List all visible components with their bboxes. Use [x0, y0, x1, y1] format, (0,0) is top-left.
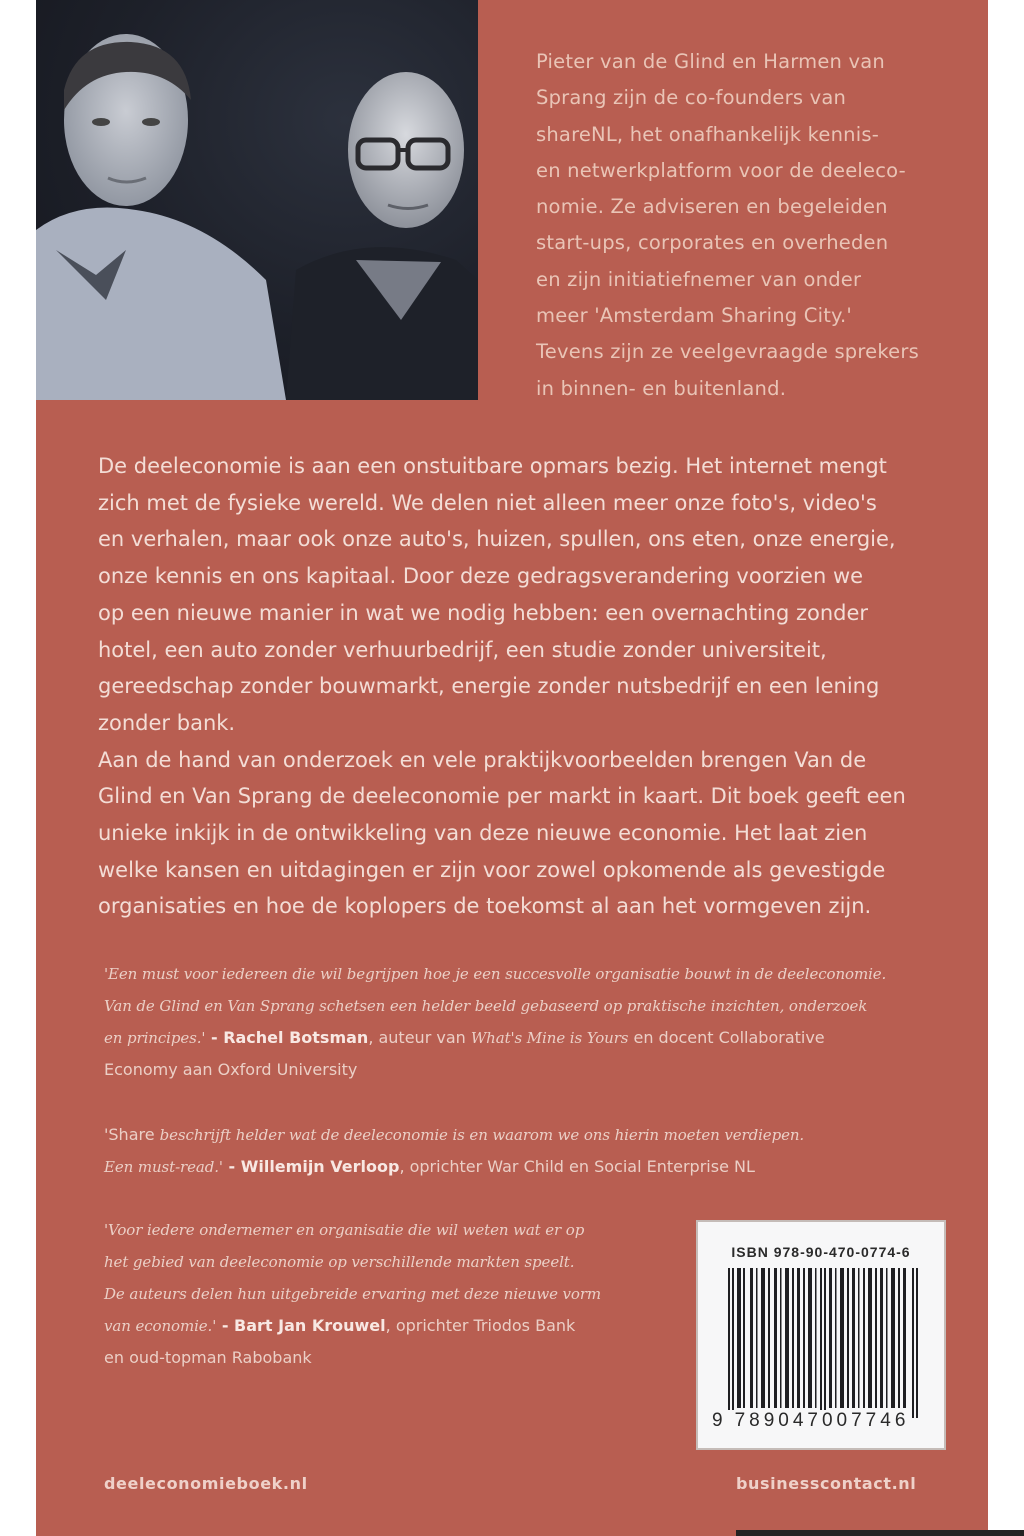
quote-author: - Willemijn Verloop [222, 1157, 400, 1176]
quote-line [104, 1278, 601, 1310]
quote-attribution: , oprichter Triodos Bank [385, 1316, 576, 1335]
author-portrait-illustration [36, 0, 478, 400]
website-link-deeleconomieboek[interactable]: deeleconomieboek.nl [104, 1474, 308, 1493]
blurb-line: unieke inkijk in de ontwikkeling van deze nieuwe economie. Het laat zien [98, 821, 868, 846]
quote-attribution: , oprichter War Child en Social Enterprise NL [399, 1157, 755, 1176]
quote-line [104, 1214, 601, 1246]
blurb-line: Aan de hand van onderzoek en vele praktijkvoorbeelden brengen Van de [98, 747, 867, 772]
quote-line [104, 1119, 804, 1151]
blurb-line: welke kansen en uitdagingen er zijn voor zowel opkomende als gevestigde [98, 857, 886, 882]
bio-line: Sprang zijn de co-founders van [536, 86, 847, 110]
quote-text: het gebied van deeleconomie op verschillende markten speelt. [104, 1253, 575, 1271]
bio-line: en netwerkplatform voor de deeleco- [536, 158, 906, 182]
quote-text: De auteurs delen hun uitgebreide ervaring met deze nieuwe vorm [104, 1285, 602, 1303]
bio-line: shareNL, het onafhankelijk kennis- [536, 122, 879, 146]
quote-line: Economy aan Oxford University [104, 1060, 358, 1079]
quote-text: Een must-read.' [104, 1158, 223, 1176]
bio-line: in binnen- en buitenland. [536, 376, 787, 400]
quote-line [104, 990, 886, 1022]
blurb-line: De deeleconomie is aan een onstuitbare opmars bezig. Het internet mengt [98, 454, 887, 478]
blurb-line: onze kennis en ons kapitaal. Door deze gedragsverandering voorzien we [98, 564, 864, 589]
bio-line: en zijn initiatiefnemer van onder [536, 267, 862, 291]
quote-text: beschrijft helder wat de deeleconomie is en waarom we ons hierin moeten verdiepen. [159, 1126, 805, 1144]
isbn-barcode [696, 1220, 946, 1450]
endorsement-quote-verloop [104, 1119, 804, 1183]
isbn-label: ISBN 978-90-470-0774-6 [731, 1244, 911, 1260]
bio-line: Tevens zijn ze veelgevraagde sprekers [536, 340, 919, 364]
quote-line [104, 958, 886, 990]
quote-line [104, 1246, 601, 1278]
blurb-line: organisaties en hoe de koplopers de toekomst al aan het vormgeven zijn. [98, 894, 872, 919]
bio-line: start-ups, corporates en overheden [536, 231, 889, 255]
quote-text: en principes.' [104, 1029, 206, 1047]
bio-line: Pieter van de Glind en Harmen van [536, 50, 885, 73]
blurb-line: zich met de fysieke wereld. We delen niet alleen meer onze foto's, video's [98, 490, 877, 515]
quote-text: van economie.' [104, 1317, 217, 1335]
quote-author: - Bart Jan Krouwel [216, 1316, 386, 1335]
quote-text: 'Een must voor iedereen die wil begrijpen hoe je een succesvolle organisatie bouwt in de deeleconomie. [104, 965, 887, 983]
endorsement-quote-krouwel [104, 1214, 601, 1374]
endorsement-quote-botsman [104, 958, 886, 1086]
blurb-line: op een nieuwe manier in wat we nodig hebben: een overnachting zonder [98, 600, 869, 625]
bio-line: nomie. Ze adviseren en begeleiden [536, 195, 888, 219]
blurb-line: Glind en Van Sprang de deeleconomie per markt in kaart. Dit boek geeft een [98, 784, 906, 809]
quote-attribution: , auteur van [368, 1028, 471, 1047]
blurb-line: en verhalen, maar ook onze auto's, huizen, spullen, ons eten, onze energie, [98, 527, 896, 552]
blurb-line: gereedschap zonder bouwmarkt, energie zonder nutsbedrijf en een lening [98, 674, 880, 699]
quote-line [104, 1022, 886, 1054]
book-title-reference: What's Mine is Yours [470, 1029, 629, 1047]
blurb-line: hotel, een auto zonder verhuurbedrijf, een studie zonder universiteit, [98, 637, 827, 662]
quote-author: - Rachel Botsman [205, 1028, 369, 1047]
quote-text: Van de Glind en Van Sprang schetsen een helder beeld gebaseerd op praktische inzichten, onderzoek [104, 997, 868, 1015]
quote-line [104, 1151, 804, 1183]
quote-line [104, 1310, 601, 1342]
ean-number [712, 1410, 909, 1432]
ean-first-digit: 9 [712, 1410, 727, 1431]
book-blurb [98, 448, 958, 925]
quote-text: 'Share [104, 1125, 160, 1144]
barcode-icon [728, 1268, 918, 1418]
blurb-line: zonder bank. [98, 710, 236, 735]
website-link-businesscontact[interactable]: businesscontact.nl [736, 1474, 917, 1493]
quote-attribution: en docent Collaborative [628, 1028, 825, 1047]
quote-line: en oud-topman Rabobank [104, 1348, 312, 1367]
author-bio [536, 44, 956, 407]
bio-line: meer 'Amsterdam Sharing City.' [536, 304, 852, 328]
bottom-edge-strip [736, 1530, 1024, 1536]
ean-digits: 789047007746 [734, 1410, 910, 1431]
quote-text: 'Voor iedere ondernemer en organisatie die wil weten wat er op [104, 1221, 585, 1239]
book-back-cover [36, 0, 988, 1536]
author-photo [36, 0, 478, 400]
